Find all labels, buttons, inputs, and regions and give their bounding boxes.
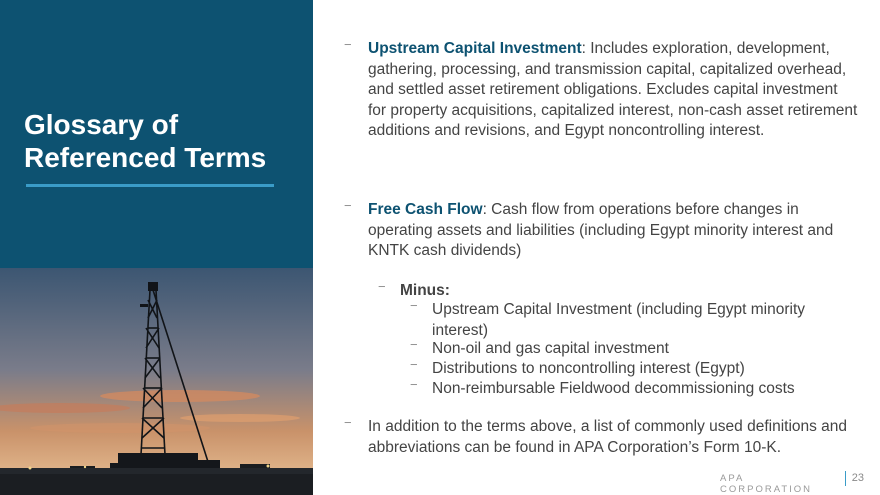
- drilling-rig-photo: [0, 268, 313, 495]
- title-underline: [26, 184, 274, 187]
- dash-bullet-icon: −: [410, 337, 418, 352]
- dash-bullet-icon: −: [344, 415, 352, 430]
- slide-title: [24, 108, 304, 174]
- slide-footer: [720, 470, 870, 495]
- definition-free-cash-flow: : Cash flow from operations before changes in operating assets and liabilities (including Egypt minority interest and KNTK cash dividends): [368, 201, 834, 259]
- term-upstream: Upstream Capital Investment: [368, 40, 582, 57]
- dash-bullet-icon: −: [410, 298, 418, 313]
- footer-separator: [845, 471, 847, 486]
- minus-label: Minus:: [400, 282, 450, 299]
- addition-note: In addition to the terms above, a list of commonly used definitions and abbreviations can be found in APA Corporation’s Form 10-K.: [368, 418, 848, 456]
- footer-brand: APA CORPORATION: [720, 473, 813, 495]
- definition-upstream: : Includes exploration, development, gathering, processing, and transmission capital, capitalized overhead, and settled asset retirement obligations. Excludes capital investment for property acquisitions, capitalized interest, non-cash asset retirement additions and revisions, and Egypt noncontrolling interest.: [368, 40, 858, 139]
- page-number: 23: [851, 472, 864, 484]
- dash-bullet-icon: −: [344, 37, 352, 52]
- dash-bullet-icon: −: [378, 279, 386, 294]
- dash-bullet-icon: −: [410, 377, 418, 392]
- title-line-2: Referenced Terms: [24, 142, 267, 173]
- term-free-cash-flow: Free Cash Flow: [368, 201, 483, 218]
- dash-bullet-icon: −: [410, 357, 418, 372]
- title-line-1: Glossary of: [24, 109, 179, 140]
- dash-bullet-icon: −: [344, 198, 352, 213]
